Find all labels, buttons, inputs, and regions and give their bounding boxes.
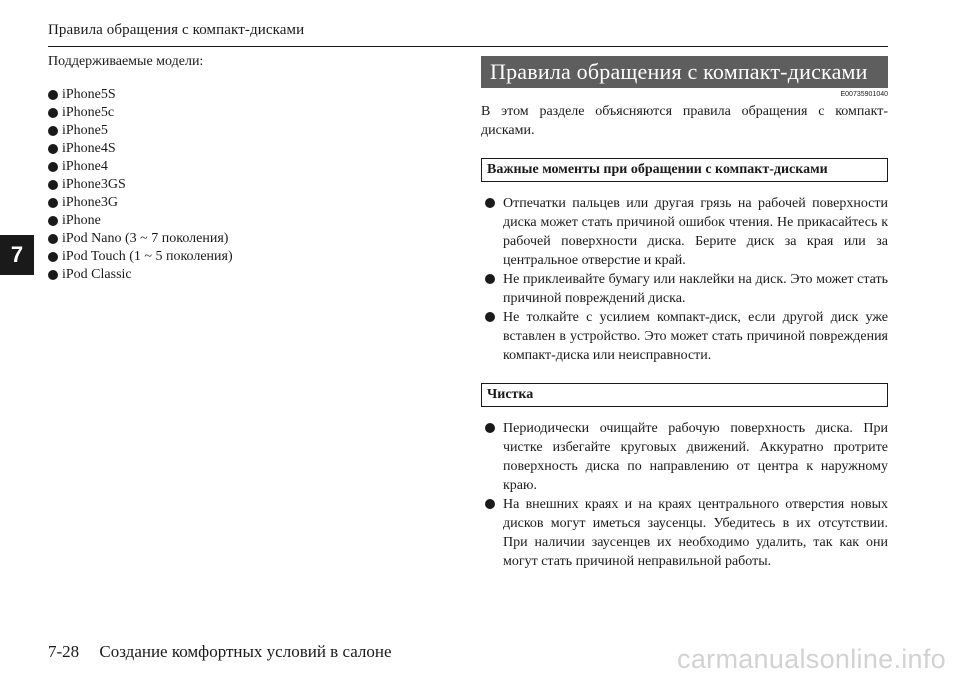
cleaning-list [481, 419, 888, 571]
bullet-icon [48, 180, 58, 190]
supported-models-section [48, 52, 428, 284]
bullet-icon [48, 252, 58, 262]
chapter-tab: 7 [0, 235, 34, 275]
list-item: iPhone5S [48, 86, 428, 104]
models-list [48, 86, 428, 284]
page-number: 7-28 [48, 642, 80, 661]
list-item: iPod Touch (1 ~ 5 поколения) [48, 248, 428, 266]
bullet-icon [48, 216, 58, 226]
list-item: iPhone [48, 212, 428, 230]
list-item: На внешних краях и на краях центрального отверстия новых дисков могут иметься заусенцы. Убедитесь в их отсутствии. При наличии заусенцев их необходимо удалить, так как они могут стать причиной неправильной работы. [481, 495, 888, 571]
list-item: Не приклеивайте бумагу или наклейки на диск. Это может стать причиной повреждений диска. [481, 270, 888, 308]
cd-handling-section [481, 56, 888, 571]
bullet-icon [48, 162, 58, 172]
reference-code: E00735901040 [840, 91, 888, 98]
section-title: Правила обращения с компакт-дисками [481, 56, 888, 88]
list-item: iPhone4S [48, 140, 428, 158]
bullet-icon [485, 312, 495, 322]
list-item: Отпечатки пальцев или другая грязь на рабочей поверхности диска может стать причиной ошибок чтения. Не прикасайтесь к рабочей поверхности диска. Берите диск за края или за центральное отверстие и край. [481, 194, 888, 270]
important-subheading: Важные моменты при обращении с компакт-дисками [481, 158, 888, 182]
list-item: iPhone5c [48, 104, 428, 122]
watermark: carmanualsonline.info [677, 644, 946, 674]
list-item: iPhone5 [48, 122, 428, 140]
bullet-icon [48, 198, 58, 208]
bullet-icon [48, 144, 58, 154]
bullet-icon [48, 234, 58, 244]
list-item: iPhone3G [48, 194, 428, 212]
bullet-icon [485, 499, 495, 509]
running-header: Правила обращения с компакт-дисками [48, 22, 305, 38]
footer-chapter-title: Создание комфортных условий в салоне [99, 642, 392, 661]
important-list [481, 194, 888, 365]
intro-paragraph: В этом разделе объясняются правила обращения с компакт-дисками. [481, 104, 888, 138]
list-item: iPod Classic [48, 266, 428, 284]
header-divider [48, 46, 888, 47]
list-item: iPhone4 [48, 158, 428, 176]
list-item: iPod Nano (3 ~ 7 поколения) [48, 230, 428, 248]
cleaning-subheading: Чистка [481, 383, 888, 407]
bullet-icon [48, 270, 58, 280]
list-item: iPhone3GS [48, 176, 428, 194]
bullet-icon [485, 423, 495, 433]
bullet-icon [48, 108, 58, 118]
bullet-icon [485, 274, 495, 284]
models-title: Поддерживаемые модели: [48, 54, 204, 69]
list-item: Периодически очищайте рабочую поверхность диска. При чистке избегайте круговых движений. Аккуратно протрите поверхность диска по направлению от центра к наружному краю. [481, 419, 888, 495]
bullet-icon [48, 126, 58, 136]
bullet-icon [48, 90, 58, 100]
list-item: Не толкайте с усилием компакт-диск, если другой диск уже вставлен в устройство. Это может стать причиной повреждения компакт-диска или неисправности. [481, 308, 888, 365]
footer [48, 642, 392, 662]
bullet-icon [485, 198, 495, 208]
